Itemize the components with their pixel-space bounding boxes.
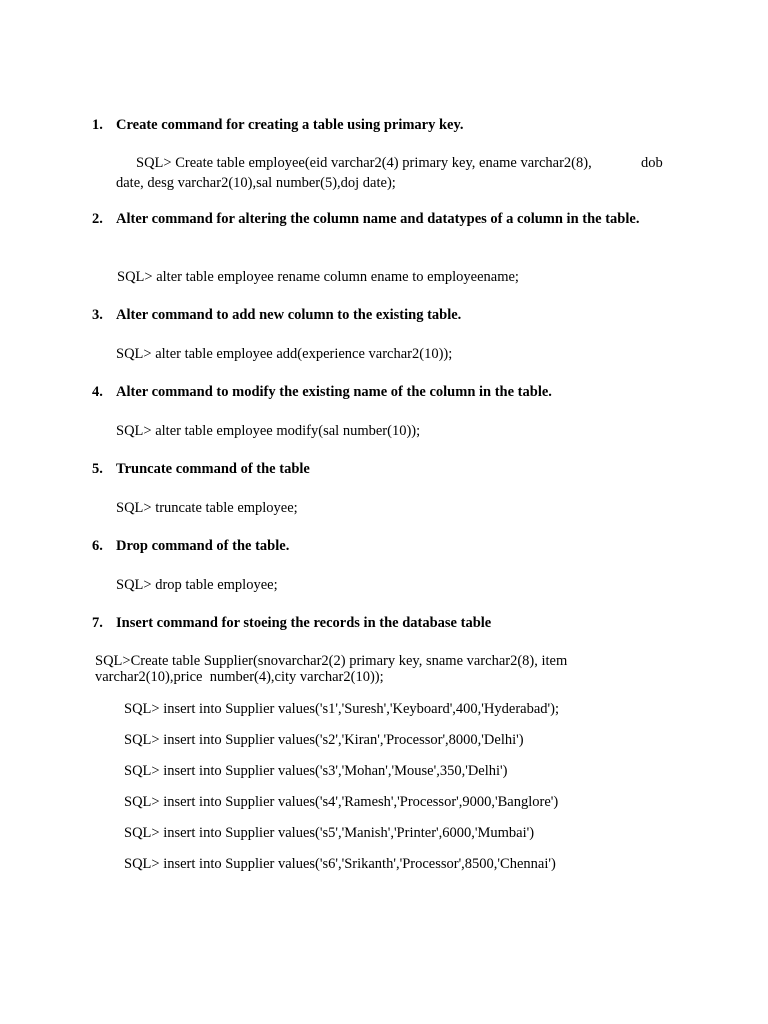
heading-text: Create command for creating a table using primary key. <box>116 117 464 133</box>
sql-create-supplier-line2: varchar2(10),price number(4),city varchar2(10)); <box>95 669 384 685</box>
heading-text: Alter command for altering the column name and datatypes of a column in the table. <box>116 211 640 227</box>
heading-text: Drop command of the table. <box>116 538 290 554</box>
heading-text: Alter command to add new column to the existing table. <box>116 307 462 323</box>
heading-number: 1. <box>92 117 103 133</box>
sql-insert-line: SQL> insert into Supplier values('s2','Kiran','Processor',8000,'Delhi') <box>124 732 524 748</box>
heading-5 <box>92 460 652 479</box>
heading-6 <box>92 537 652 556</box>
heading-3 <box>92 306 652 325</box>
sql-insert-line: SQL> insert into Supplier values('s1','Suresh','Keyboard',400,'Hyderabad'); <box>124 701 559 717</box>
sql-create-employee-dob: dob <box>641 155 663 171</box>
heading-text: Insert command for stoeing the records in the database table <box>116 615 492 631</box>
heading-number: 4. <box>92 384 103 400</box>
sql-add-column: SQL> alter table employee add(experience varchar2(10)); <box>116 346 453 362</box>
sql-insert-line: SQL> insert into Supplier values('s6','Srikanth','Processor',8500,'Chennai') <box>124 856 556 872</box>
heading-number: 2. <box>92 211 103 227</box>
heading-number: 3. <box>92 307 103 323</box>
heading-7 <box>92 614 652 633</box>
sql-drop: SQL> drop table employee; <box>116 577 278 593</box>
sql-insert-line: SQL> insert into Supplier values('s4','Ramesh','Processor',9000,'Banglore') <box>124 794 559 810</box>
sql-create-supplier-line1: SQL>Create table Supplier(snovarchar2(2) primary key, sname varchar2(8), item <box>95 653 568 669</box>
heading-number: 6. <box>92 538 103 554</box>
heading-text: Alter command to modify the existing name of the column in the table. <box>116 384 552 400</box>
sql-create-employee-line1: SQL> Create table employee(eid varchar2(4) primary key, ename varchar2(8), <box>136 155 592 171</box>
sql-truncate: SQL> truncate table employee; <box>116 500 298 516</box>
sql-create-employee-line2: date, desg varchar2(10),sal number(5),doj date); <box>116 175 396 191</box>
heading-2 <box>92 210 652 229</box>
sql-rename-column: SQL> alter table employee rename column ename to employeename; <box>117 269 519 285</box>
heading-number: 5. <box>92 461 103 477</box>
heading-1 <box>92 116 652 135</box>
heading-text: Truncate command of the table <box>116 461 310 477</box>
heading-number: 7. <box>92 615 103 631</box>
sql-insert-line: SQL> insert into Supplier values('s3','Mohan','Mouse',350,'Delhi') <box>124 763 508 779</box>
sql-modify-column: SQL> alter table employee modify(sal number(10)); <box>116 423 421 439</box>
heading-4 <box>92 383 652 402</box>
sql-insert-line: SQL> insert into Supplier values('s5','Manish','Printer',6000,'Mumbai') <box>124 825 535 841</box>
